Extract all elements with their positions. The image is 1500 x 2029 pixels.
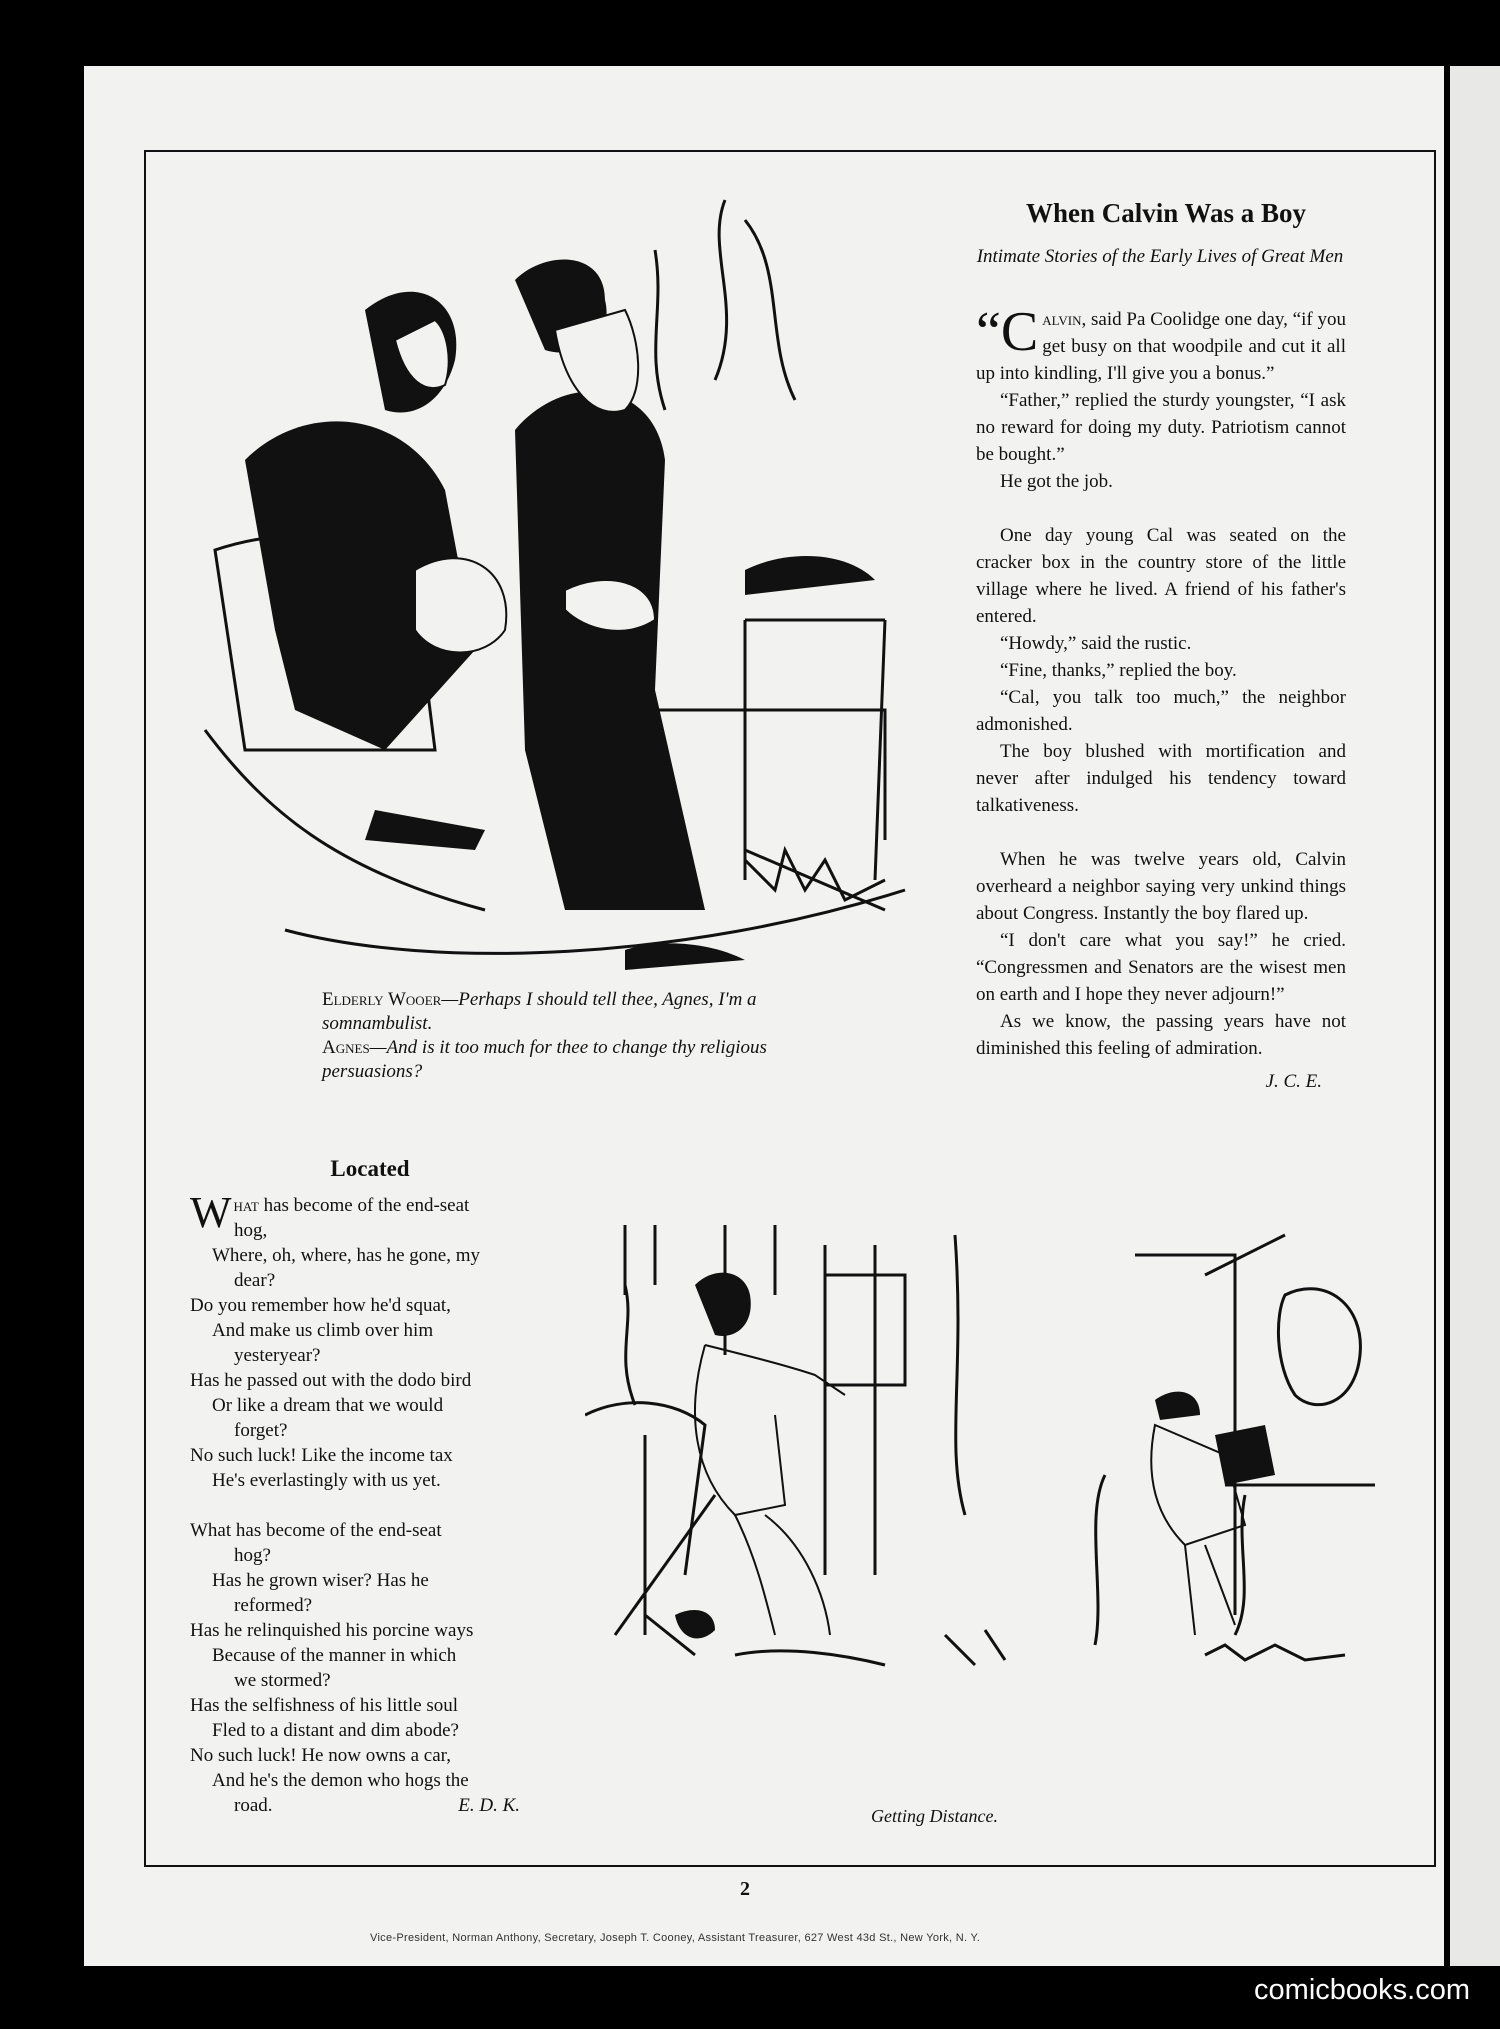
story-paragraph-2: “Father,” replied the sturdy youngster, “I ask no reward for doing my duty. Patriotism cannot be bought.” — [976, 390, 1346, 465]
story-paragraph-1 — [976, 301, 1346, 387]
poem-line: Or like a dream that we would — [212, 1395, 444, 1416]
poem-line: Has he relinquished his porcine ways — [190, 1620, 474, 1641]
story-title: When Calvin Was a Boy — [1025, 198, 1307, 228]
story-signature: J. C. E. — [1265, 1071, 1322, 1092]
story-paragraph-11: As we know, the passing years have not diminished this feeling of admiration. — [976, 1011, 1346, 1059]
caption-speaker-agnes: Agnes — [322, 1037, 370, 1058]
poem-line: hog? — [234, 1545, 271, 1566]
story-body — [976, 301, 1346, 1095]
cartoon-bottom-drawing-svg — [585, 1215, 1385, 1685]
poem-line: hog, — [234, 1220, 268, 1241]
facing-page-edge — [1450, 66, 1500, 1966]
poem-line: Because of the manner in which — [212, 1645, 457, 1666]
publisher-footer: Vice-President, Norman Anthony, Secretary, Joseph T. Cooney, Assistant Treasurer, 627 West 43d St., New York, N. Y. — [370, 1932, 981, 1944]
cartoon-getting-distance-illustration — [585, 1215, 1385, 1685]
story-first-word: alvin, — [1042, 309, 1087, 330]
cartoon-drawing-svg — [185, 190, 940, 980]
story-paragraph-8: The boy blushed with mortification and never after indulged his tendency toward talkativeness. — [976, 741, 1346, 816]
poem-first-word: hat — [233, 1195, 259, 1216]
poem-line: Fled to a distant and dim abode? — [212, 1720, 459, 1741]
story-paragraph-6: “Fine, thanks,” replied the boy. — [1000, 660, 1237, 681]
caption-line-elderly-wooer: —Perhaps I should tell thee, Agnes, I'm a somnambulist. — [322, 989, 757, 1034]
poem-line: Do you remember how he'd squat, — [190, 1295, 451, 1316]
poem-line: road. — [234, 1795, 273, 1816]
poem-stanza-2 — [190, 1518, 550, 1818]
poem-line: forget? — [234, 1420, 288, 1441]
cartoon-elderly-couple-illustration — [185, 190, 940, 980]
poem-line: Where, oh, where, has he gone, my — [212, 1245, 481, 1266]
poem-line: And he's the demon who hogs the — [212, 1770, 469, 1791]
poem-signature: E. D. K. — [458, 1795, 520, 1816]
poem-line: Has he grown wiser? Has he — [212, 1570, 429, 1591]
poem-line: Has he passed out with the dodo bird — [190, 1370, 472, 1391]
story-subtitle: Intimate Stories of the Early Lives of Great Men — [976, 246, 1344, 267]
story-paragraph-10: “I don't care what you say!” he cried. “Congressmen and Senators are the wisest men on earth and I hope they never adjourn!” — [976, 930, 1346, 1005]
poem-line: we stormed? — [234, 1670, 331, 1691]
caption-speaker-elderly-wooer: Elderly Wooer — [322, 989, 442, 1010]
drop-cap-w: W — [190, 1188, 232, 1237]
page-number: 2 — [740, 1878, 750, 1900]
poem-line: dear? — [234, 1270, 276, 1291]
poem-line: No such luck! He now owns a car, — [190, 1745, 451, 1766]
poem-line: What has become of the end-seat — [190, 1188, 470, 1237]
drop-cap-c: “C — [976, 301, 1039, 363]
bottom-cartoon-caption: Getting Distance. — [871, 1806, 998, 1826]
poem-body — [190, 1188, 550, 1818]
poem-line: He's everlastingly with us yet. — [212, 1470, 441, 1491]
poem-title: Located — [330, 1156, 410, 1181]
story-paragraph-5: “Howdy,” said the rustic. — [1000, 633, 1192, 654]
poem-line: yesteryear? — [234, 1345, 321, 1366]
poem-line: reformed? — [234, 1595, 313, 1616]
poem-line: No such luck! Like the income tax — [190, 1445, 453, 1466]
story-paragraph-4: One day young Cal was seated on the cracker box in the country store of the little village where he lived. A friend of his father's entered. — [976, 525, 1346, 627]
poem-line: And make us climb over him — [212, 1320, 434, 1341]
top-cartoon-caption — [322, 988, 802, 1084]
poem-stanza-1 — [190, 1188, 550, 1493]
story-paragraph-9: When he was twelve years old, Calvin overheard a neighbor saying very unkind things about Congress. Instantly the boy flared up. — [976, 849, 1346, 924]
story-paragraph-1-text: said Pa Coolidge one day, “if you get busy on that woodpile and cut it all up into kindling, I'll give you a bonus.” — [976, 309, 1346, 384]
caption-line-agnes: —And is it too much for thee to change thy religious persuasions? — [322, 1037, 767, 1082]
artist-signature-bottom — [1205, 1645, 1345, 1660]
story-paragraph-3: He got the job. — [1000, 471, 1113, 492]
poem-line: What has become of the end-seat — [190, 1520, 442, 1541]
poem-line: Has the selfishness of his little soul — [190, 1695, 459, 1716]
site-watermark: comicbooks.com — [1254, 1974, 1470, 2006]
story-paragraph-7: “Cal, you talk too much,” the neighbor admonished. — [976, 687, 1346, 735]
